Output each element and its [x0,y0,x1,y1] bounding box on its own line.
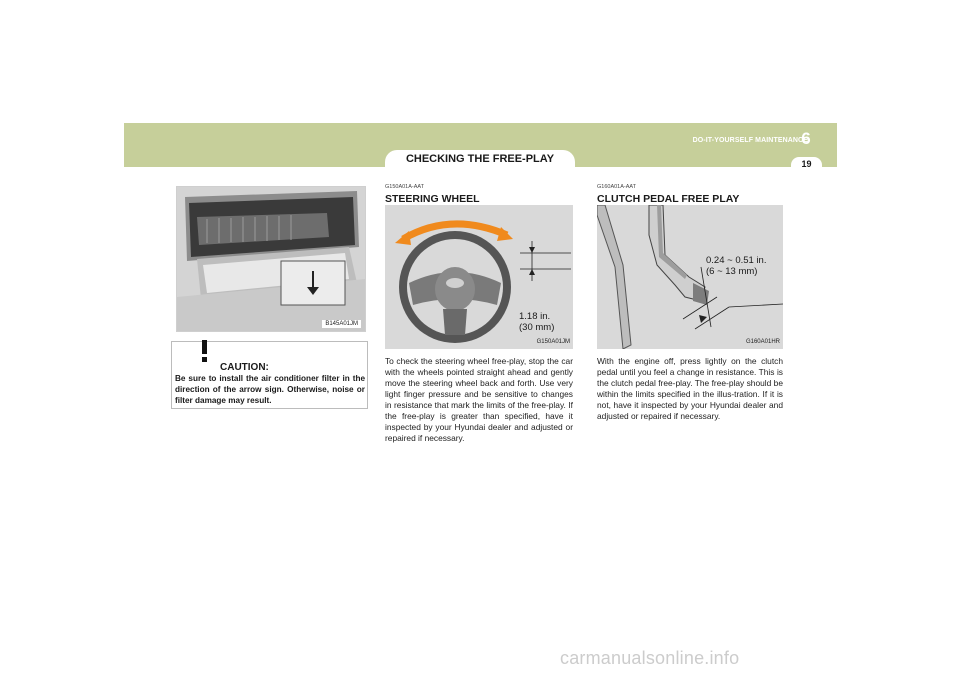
page-number: 19 [791,157,822,172]
clutch-pedal-heading: CLUTCH PEDAL FREE PLAY [597,193,740,205]
steering-wheel-heading: STEERING WHEEL [385,193,480,205]
free-play-value-mm: (30 mm) [519,322,555,333]
clutch-free-play-label [706,255,766,277]
caution-text: Be sure to install the air conditioner filter in the direction of the arrow sign. Otherwise, noise or filter damage may result. [175,374,365,405]
section-title-tab [385,150,575,168]
clutch-pedal-illustration [597,205,783,349]
section-code: G150A01A-AAT [385,184,425,190]
figure-code: B145A01JM [322,320,361,328]
clutch-pedal-body: With the engine off, press lightly on the clutch pedal until you feel a change in resistance. This is the clutch pedal free-play. The free-play should be within the limits specified in the illus-tration. If it is not, have it inspected by your Hyundai dealer and adjusted or repaired if necessary. [597,356,783,421]
section-code: G160A01A-AAT [597,184,637,190]
free-play-label [519,311,554,333]
clutch-free-play-value-mm: (6 ~ 13 mm) [706,266,758,277]
clutch-free-play-value-in: 0.24 ~ 0.51 in. [706,255,767,266]
air-filter-illustration [177,187,365,331]
chapter-title: DO-IT-YOURSELF MAINTENANCE [692,137,808,144]
caution-box [171,341,368,409]
figure-code: G150A01JM [536,339,570,345]
warning-exclamation-icon [190,338,220,364]
figure-code: G160A01HR [745,339,780,345]
steering-wheel-figure [385,205,573,349]
chapter-number: 6 [801,129,811,148]
section-title: CHECKING THE FREE-PLAY [405,153,555,165]
steering-wheel-body: To check the steering wheel free-play, stop the car with the wheels pointed straight ahead and gently move the steering wheel back and forth. Use very light finger pressure and be sensitive to changes in resistance that mark the limits of the free-play. If the free-play is greater than specified, have it inspected by your Hyundai dealer and adjusted or repaired if necessary. [385,356,573,443]
clutch-pedal-figure [597,205,783,349]
caution-title: CAUTION: [220,362,269,373]
air-filter-figure [176,186,366,332]
free-play-value-in: 1.18 in. [519,311,551,322]
watermark: carmanualsonline.info [560,648,740,668]
